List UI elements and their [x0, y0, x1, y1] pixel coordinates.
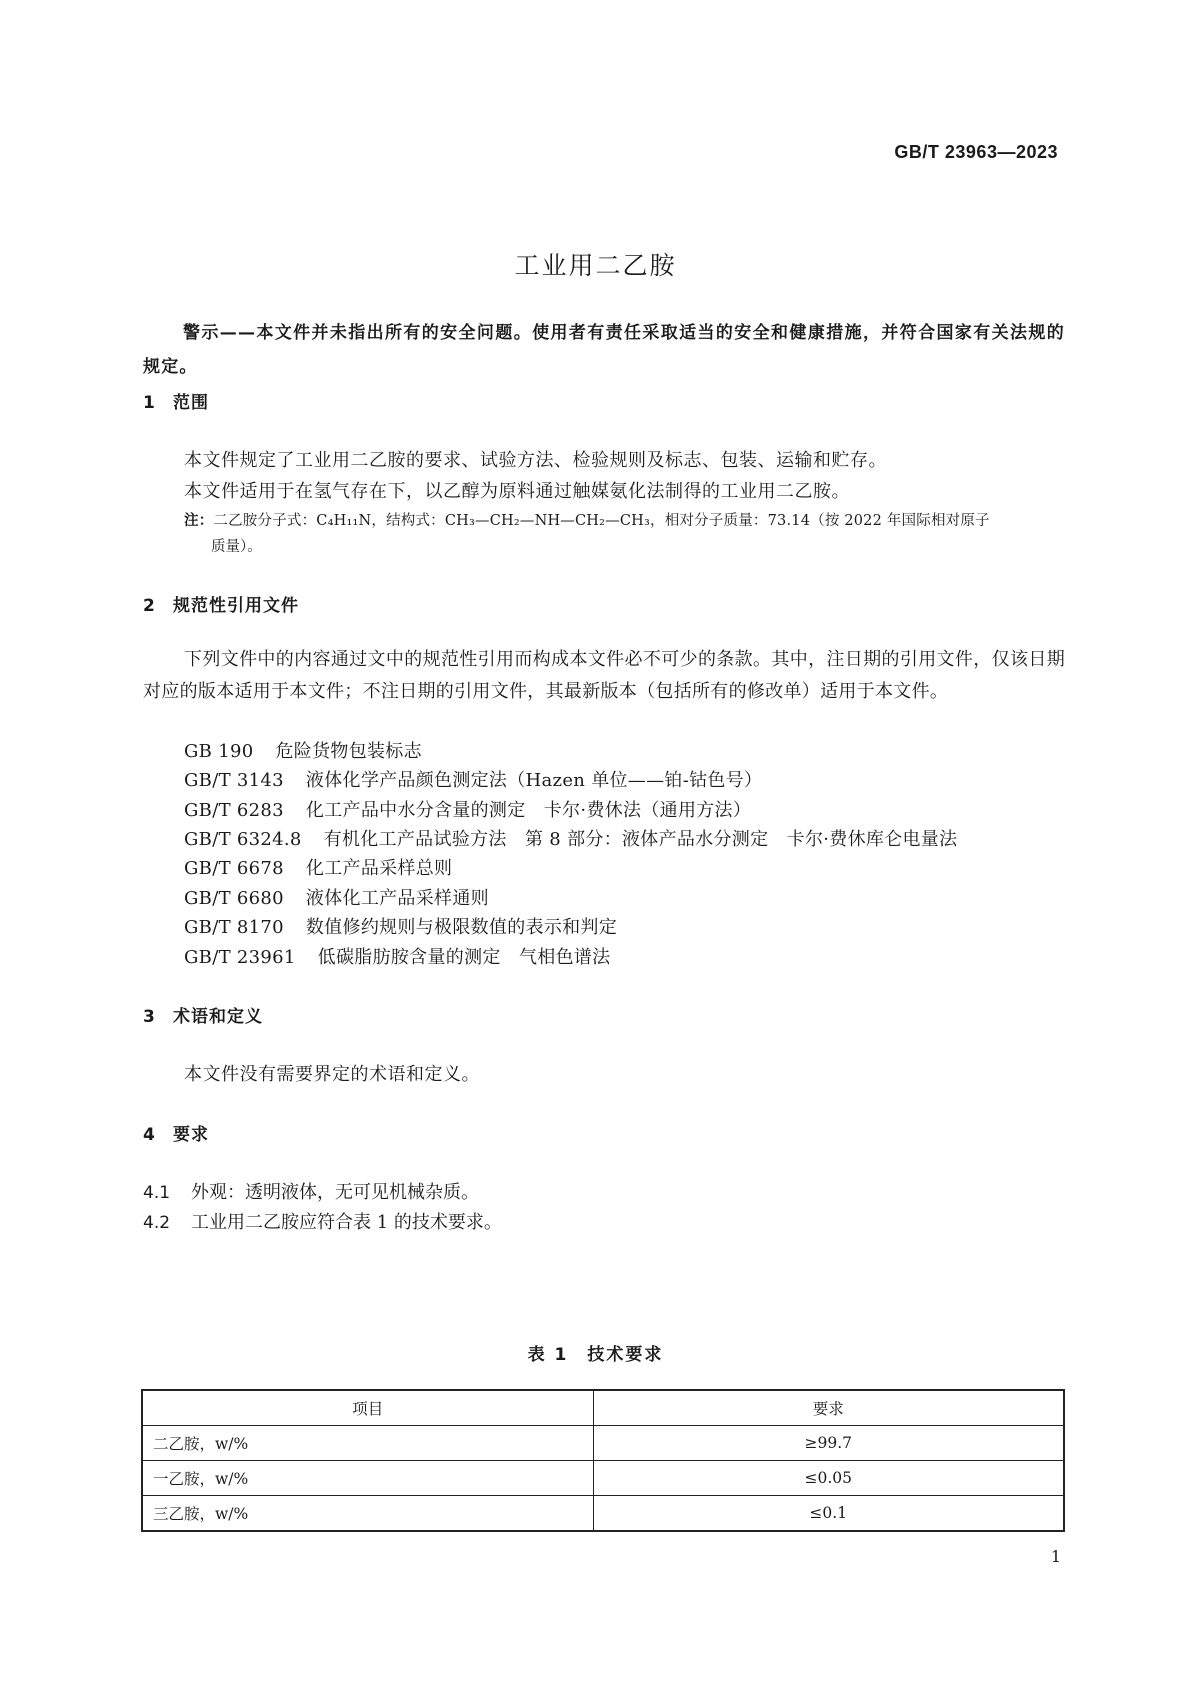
section-4-heading	[143, 1120, 209, 1145]
reference-title: 化工产品中水分含量的测定 卡尔·费休法（通用方法）	[305, 800, 752, 821]
note-text: 二乙胺分子式：C₄H₁₁N，结构式：CH₃—CH₂—NH—CH₂—CH₃，相对分子质量：73.14（按 2022 年国际相对原子	[213, 513, 990, 529]
subclause-number: 4.1	[143, 1183, 171, 1203]
section-3-heading	[143, 1002, 263, 1027]
header-item: 项目	[142, 1390, 593, 1426]
page-number: 1	[1050, 1547, 1061, 1566]
reference-code: GB/T 6678	[184, 858, 284, 879]
terms-paragraph: 本文件没有需要界定的术语和定义。	[184, 1064, 480, 1085]
scope-note	[184, 509, 990, 530]
document-title: 工业用二乙胺	[514, 251, 677, 280]
reference-item	[184, 913, 617, 939]
section-1-heading	[143, 388, 209, 413]
section-number: 3	[143, 1007, 156, 1027]
section-title: 要求	[173, 1125, 209, 1145]
reference-item	[184, 854, 452, 880]
standard-code: GB/T 23963—2023	[894, 142, 1058, 162]
reference-item	[184, 825, 957, 851]
section-title: 范围	[173, 393, 209, 413]
section-title: 术语和定义	[173, 1007, 263, 1027]
row-item: 一乙胺，w/%	[142, 1461, 593, 1496]
reference-title: 危险货物包装标志	[275, 741, 422, 762]
table-row	[142, 1426, 1064, 1461]
normative-intro: 下列文件中的内容通过文中的规范性引用而构成本文件必不可少的条款。其中，注日期的引用文件，仅该日期对应的版本适用于本文件；不注日期的引用文件，其最新版本（包括所有的修改单）适用于本文件。	[143, 649, 1065, 702]
reference-title: 数值修约规则与极限数值的表示和判定	[305, 917, 618, 938]
reference-code: GB/T 3143	[184, 770, 284, 791]
requirements-table	[141, 1389, 1065, 1532]
table-row	[142, 1461, 1064, 1496]
reference-title: 化工产品采样总则	[305, 858, 453, 879]
section-number: 4	[143, 1125, 156, 1145]
reference-code: GB 190	[184, 741, 254, 762]
scope-note-continued: 质量）。	[211, 539, 262, 555]
section-title: 规范性引用文件	[173, 596, 299, 616]
header-requirement: 要求	[593, 1390, 1064, 1426]
reference-item	[184, 737, 422, 763]
subclause-text: 外观：透明液体，无可见机械杂质。	[191, 1182, 479, 1203]
scope-paragraph-1: 本文件规定了工业用二乙胺的要求、试验方法、检验规则及标志、包装、运输和贮存。	[184, 450, 887, 471]
row-item: 二乙胺，w/%	[142, 1426, 593, 1461]
warning-paragraph: 警示——本文件并未指出所有的安全问题。使用者有责任采取适当的安全和健康措施，并符合国家有关法规的规定。	[143, 323, 1065, 377]
section-number: 2	[143, 596, 156, 616]
subclause-4-2	[143, 1208, 502, 1234]
table-row	[142, 1496, 1064, 1532]
reference-code: GB/T 6680	[184, 888, 284, 909]
reference-code: GB/T 23961	[184, 947, 296, 968]
row-value: ≤0.05	[593, 1461, 1064, 1496]
table-caption: 表 1 技术要求	[527, 1345, 664, 1365]
reference-item	[184, 943, 610, 969]
subclause-4-1	[143, 1178, 479, 1204]
reference-code: GB/T 6283	[184, 800, 284, 821]
reference-title: 低碳脂肪胺含量的测定 气相色谱法	[317, 947, 611, 968]
reference-title: 液体化工产品采样通则	[305, 888, 489, 909]
scope-paragraph-2: 本文件适用于在氢气存在下，以乙醇为原料通过触媒氨化法制得的工业用二乙胺。	[184, 481, 850, 502]
table-header-row	[142, 1390, 1064, 1426]
row-value: ≥99.7	[593, 1426, 1064, 1461]
reference-item	[184, 796, 751, 822]
reference-code: GB/T 8170	[184, 917, 284, 938]
reference-title: 有机化工产品试验方法 第 8 部分：液体产品水分测定 卡尔·费休库仑电量法	[323, 829, 958, 850]
row-item: 三乙胺，w/%	[142, 1496, 593, 1532]
row-value: ≤0.1	[593, 1496, 1064, 1532]
section-number: 1	[143, 393, 156, 413]
note-label: 注：	[184, 513, 214, 529]
reference-code: GB/T 6324.8	[184, 829, 302, 850]
subclause-number: 4.2	[143, 1213, 171, 1233]
section-2-heading	[143, 591, 299, 616]
reference-title: 液体化学产品颜色测定法（Hazen 单位——铂-钴色号）	[305, 770, 763, 791]
subclause-text: 工业用二乙胺应符合表 1 的技术要求。	[191, 1212, 502, 1233]
reference-item	[184, 884, 489, 910]
reference-item	[184, 766, 762, 792]
